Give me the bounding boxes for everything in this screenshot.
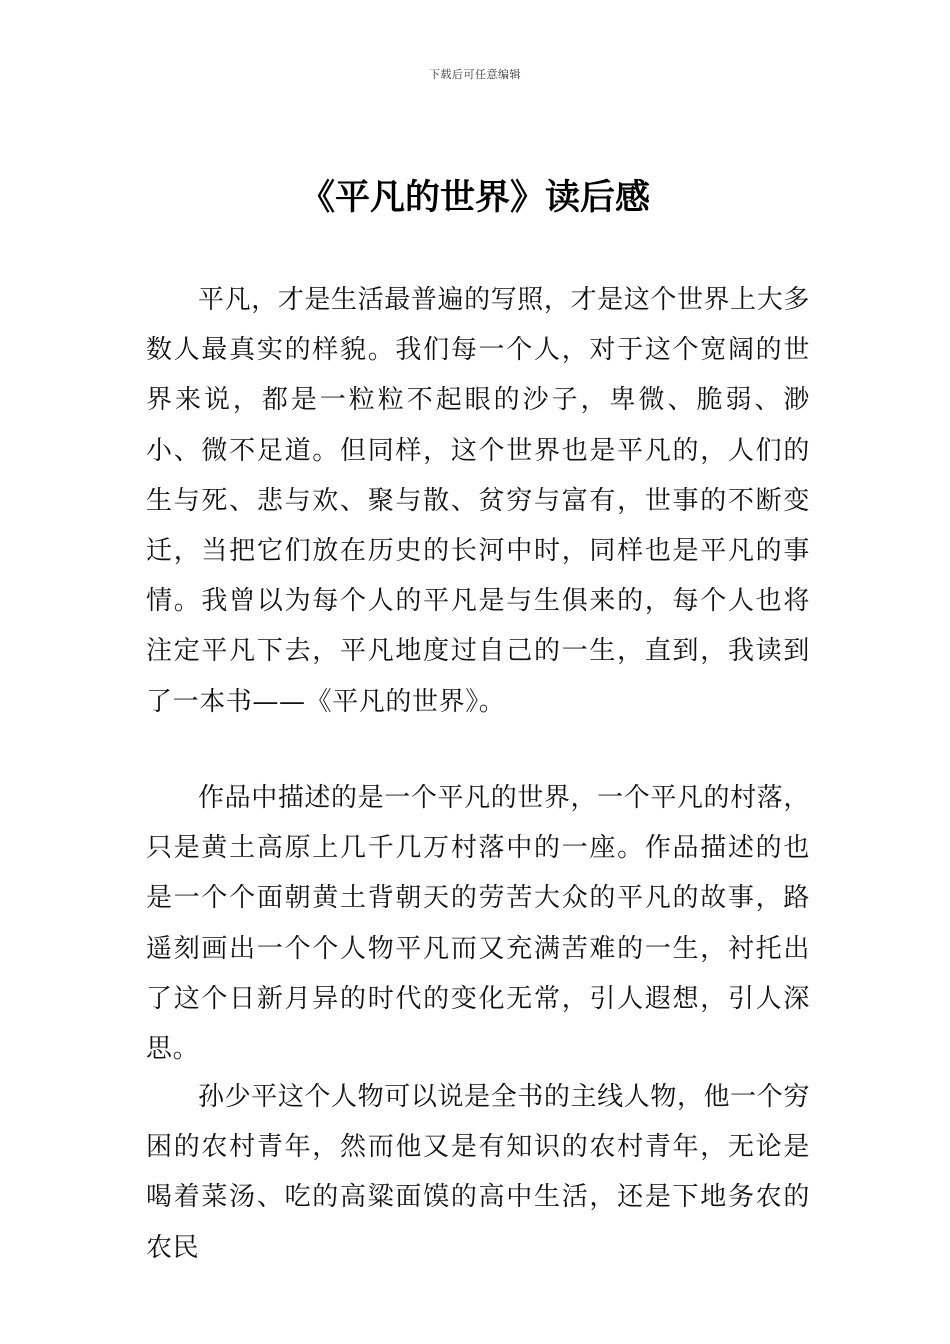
body-paragraph-2: 作品中描述的是一个平凡的世界，一个平凡的村落，只是黄土高原上几千几万村落中的一座。作品描述的也是一个个面朝黄土背朝天的劳苦大众的平凡的故事，路遥刻画出一个个人物平凡而又充满苦难的一生，衬托出了这个日新月异的时代的变化无常，引人遐想，引人深思。 xyxy=(146,783,810,1065)
body-paragraph-1: 平凡，才是生活最普遍的写照，才是这个世界上大多数人最真实的样貌。我们每一个人，对于这个宽阔的世界来说，都是一粒粒不起眼的沙子，卑微、脆弱、渺小、微不足道。但同样，这个世界也是平凡的，人们的生与死、悲与欢、聚与散、贫穷与富有，世事的不断变迁，当把它们放在历史的长河中时，同样也是平凡的事情。我曾以为每个人的平凡是与生俱来的，每个人也将注定平凡下去，平凡地度过自己的一生，直到，我读到了一本书——《平凡的世界》。 xyxy=(146,285,810,717)
body-paragraph-3: 孙少平这个人物可以说是全书的主线人物，他一个穷困的农村青年，然而他又是有知识的农村青年，无论是喝着菜汤、吃的高粱面馍的高中生活，还是下地务农的农民 xyxy=(146,1082,810,1263)
header-note: 下载后可任意编辑 xyxy=(429,68,521,81)
document-title: 《平凡的世界》读后感 xyxy=(299,178,650,218)
